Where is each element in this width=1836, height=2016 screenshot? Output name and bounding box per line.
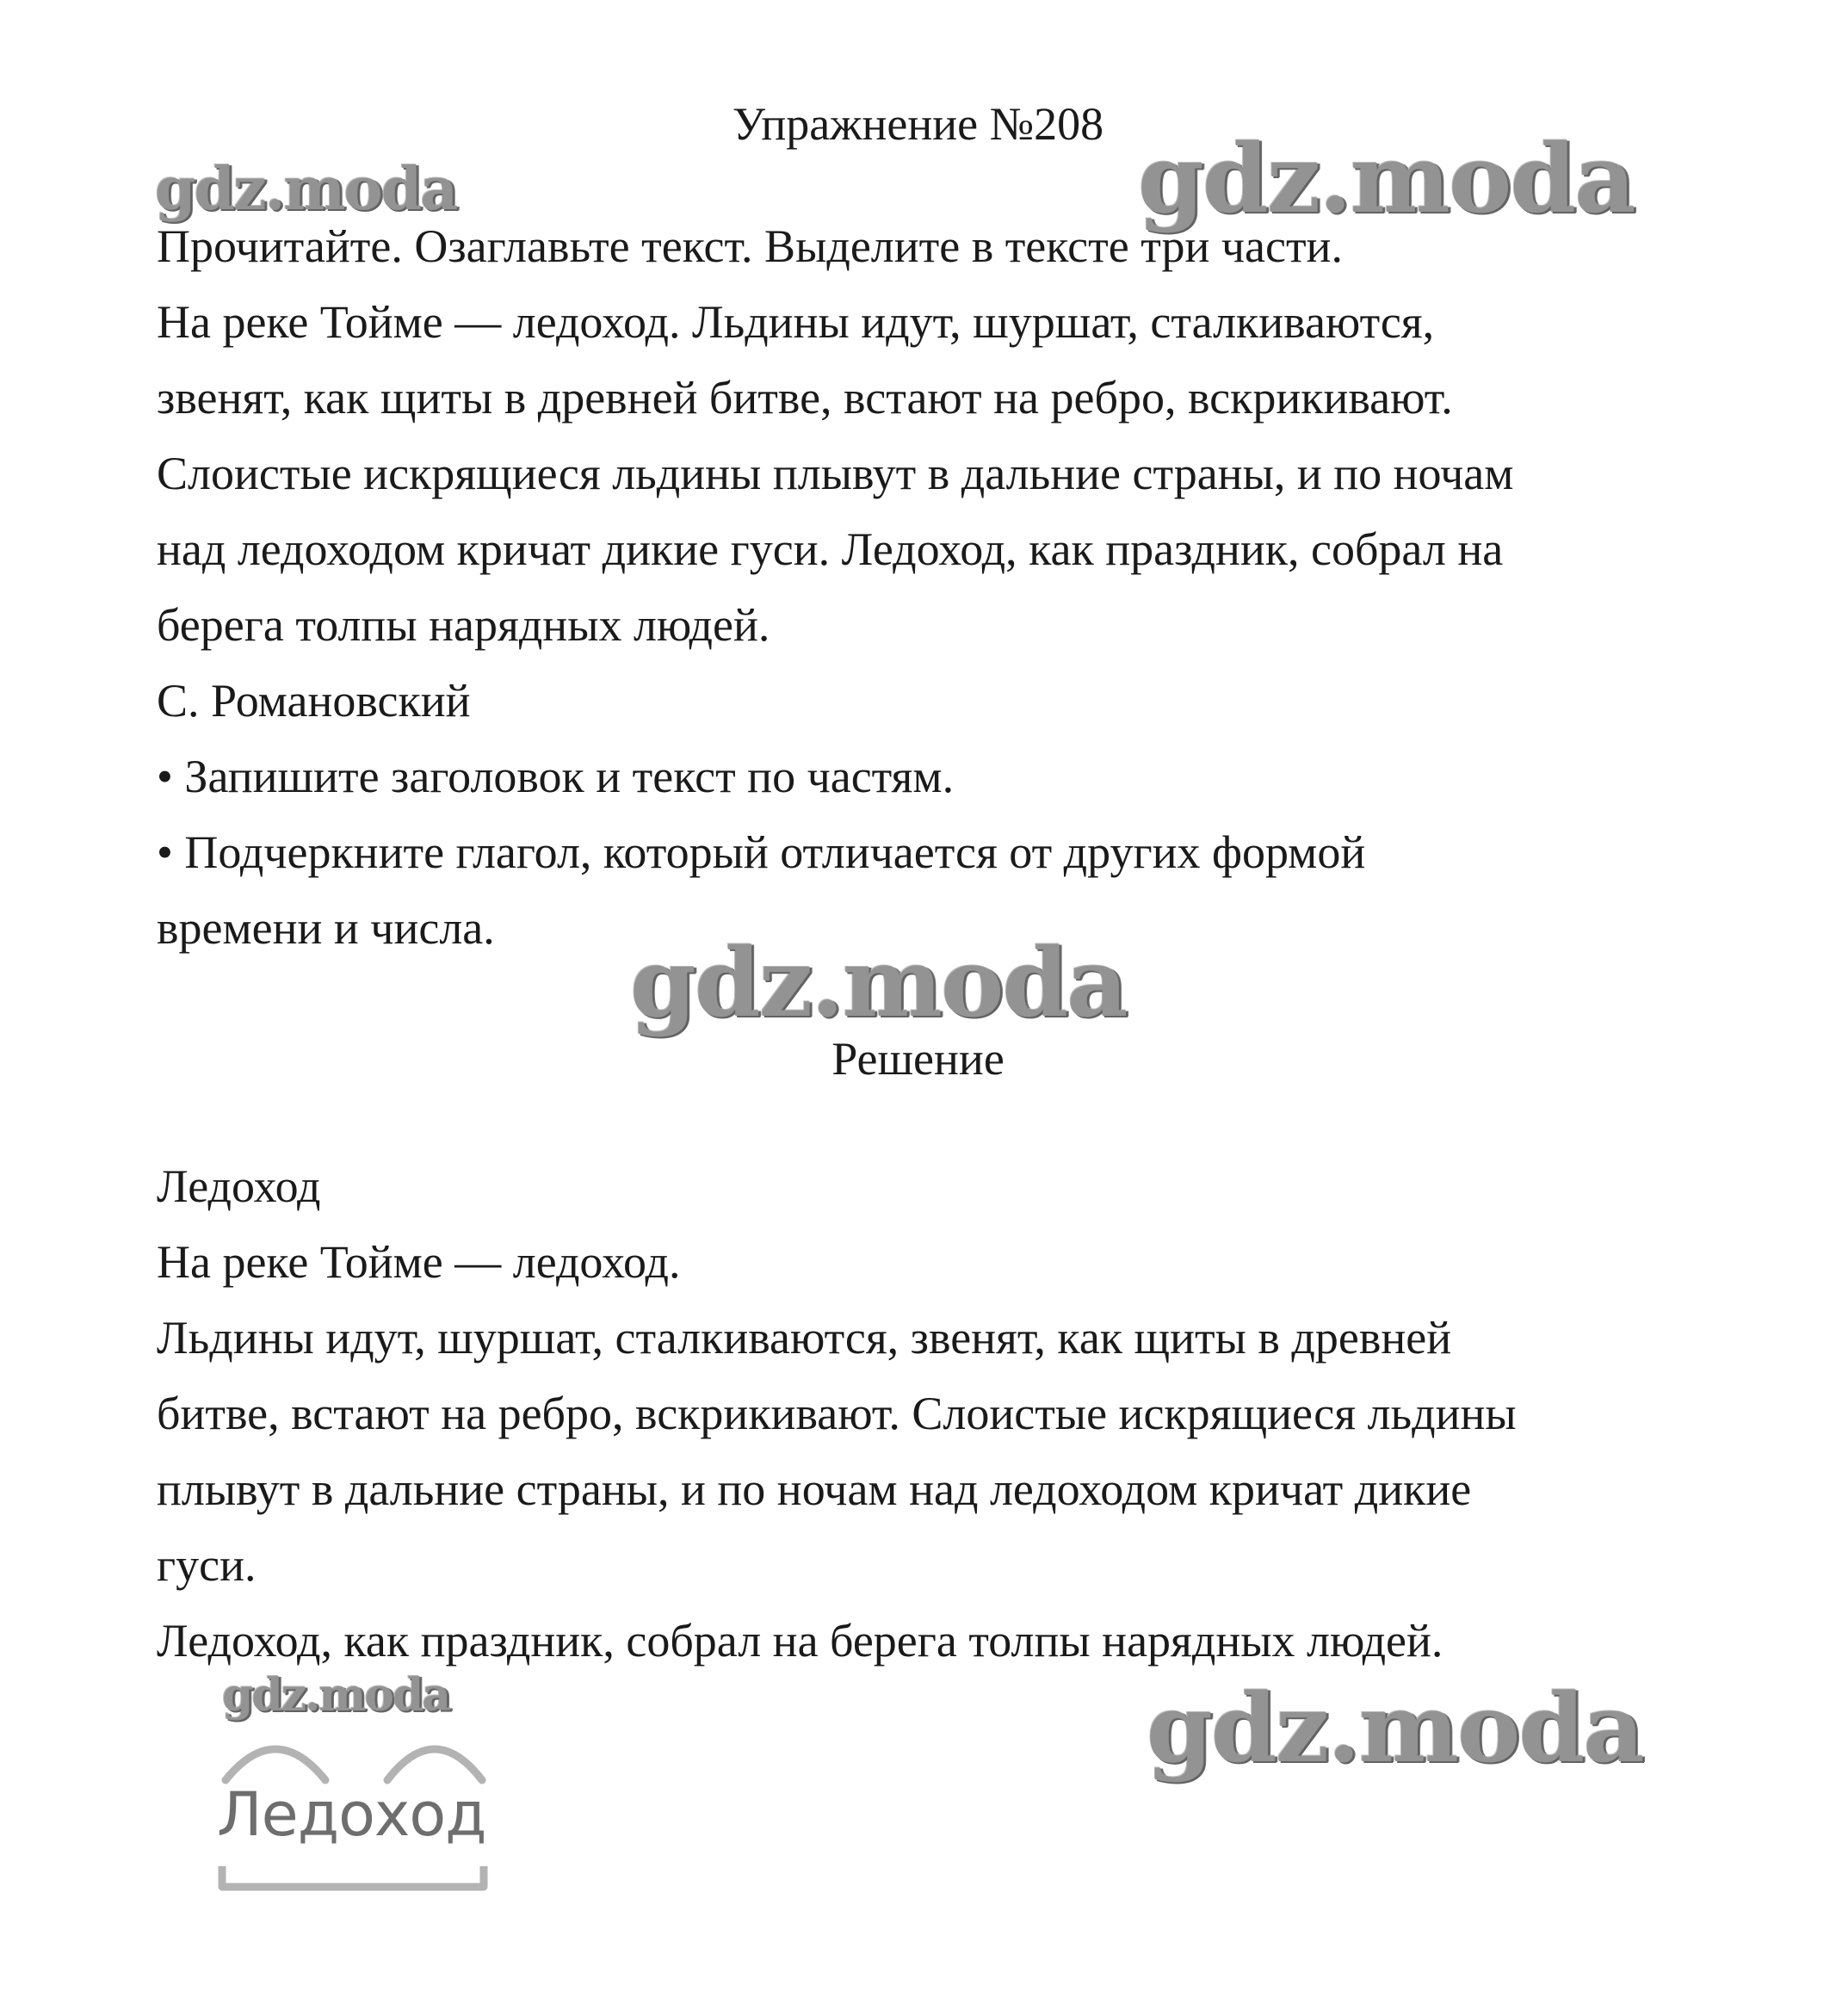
task-bullet: • Подчеркните глагол, который отличается от других формой xyxy=(157,826,1366,878)
watermark-logo: gdz.moda xyxy=(630,927,1127,1038)
parse-word: Ледоход xyxy=(217,1779,486,1850)
task-text-line: над ледоходом кричат дикие гуси. Ледоход, как праздник, собрал на xyxy=(157,523,1504,575)
solution-title: Ледоход xyxy=(157,1160,321,1212)
solution-line: гуси. xyxy=(157,1539,257,1591)
task-text-line: берега толпы нарядных людей. xyxy=(157,599,770,651)
watermark-logo: gdz.moda xyxy=(155,155,457,224)
solution-line: битве, встают на ребро, вскрикивают. Слоистые искрящиеся льдины xyxy=(157,1388,1517,1439)
word-parse-diagram xyxy=(215,1722,499,1920)
watermark-logo: gdz.moda xyxy=(1138,123,1635,234)
watermark-logo: gdz.moda xyxy=(1147,1673,1643,1784)
stem-bracket-icon xyxy=(222,1866,484,1887)
task-instruction: Прочитайте. Озаглавьте текст. Выделите в тексте три части. xyxy=(157,220,1343,272)
solution-heading: Решение xyxy=(831,1033,1005,1085)
solution-line: На реке Тойме — ледоход. xyxy=(157,1236,681,1288)
solution-line: Льдины идут, шуршат, сталкиваются, звенят, как щиты в древней xyxy=(157,1312,1452,1364)
task-text-line: Слоистые искрящиеся льдины плывут в дальние страны, и по ночам xyxy=(157,448,1514,499)
watermark-logo: gdz.moda xyxy=(222,1669,450,1722)
task-author: С. Романовский xyxy=(157,675,471,727)
root-arc-icon xyxy=(387,1749,482,1780)
root-arc-icon xyxy=(226,1749,325,1780)
task-text-line: На реке Тойме — ледоход. Льдины идут, шуршат, сталкиваются, xyxy=(157,296,1435,348)
task-bullet: • Запишите заголовок и текст по частям. xyxy=(157,751,955,802)
exercise-title: Упражнение №208 xyxy=(732,98,1104,150)
task-bullet-continuation: времени и числа. xyxy=(157,902,495,954)
solution-line: Ледоход, как праздник, собрал на берега толпы нарядных людей. xyxy=(157,1615,1443,1667)
task-text-line: звенят, как щиты в древней битве, встают на ребро, вскрикивают. xyxy=(157,372,1453,424)
solution-line: плывут в дальние страны, и по ночам над ледоходом кричат дикие xyxy=(157,1463,1472,1515)
